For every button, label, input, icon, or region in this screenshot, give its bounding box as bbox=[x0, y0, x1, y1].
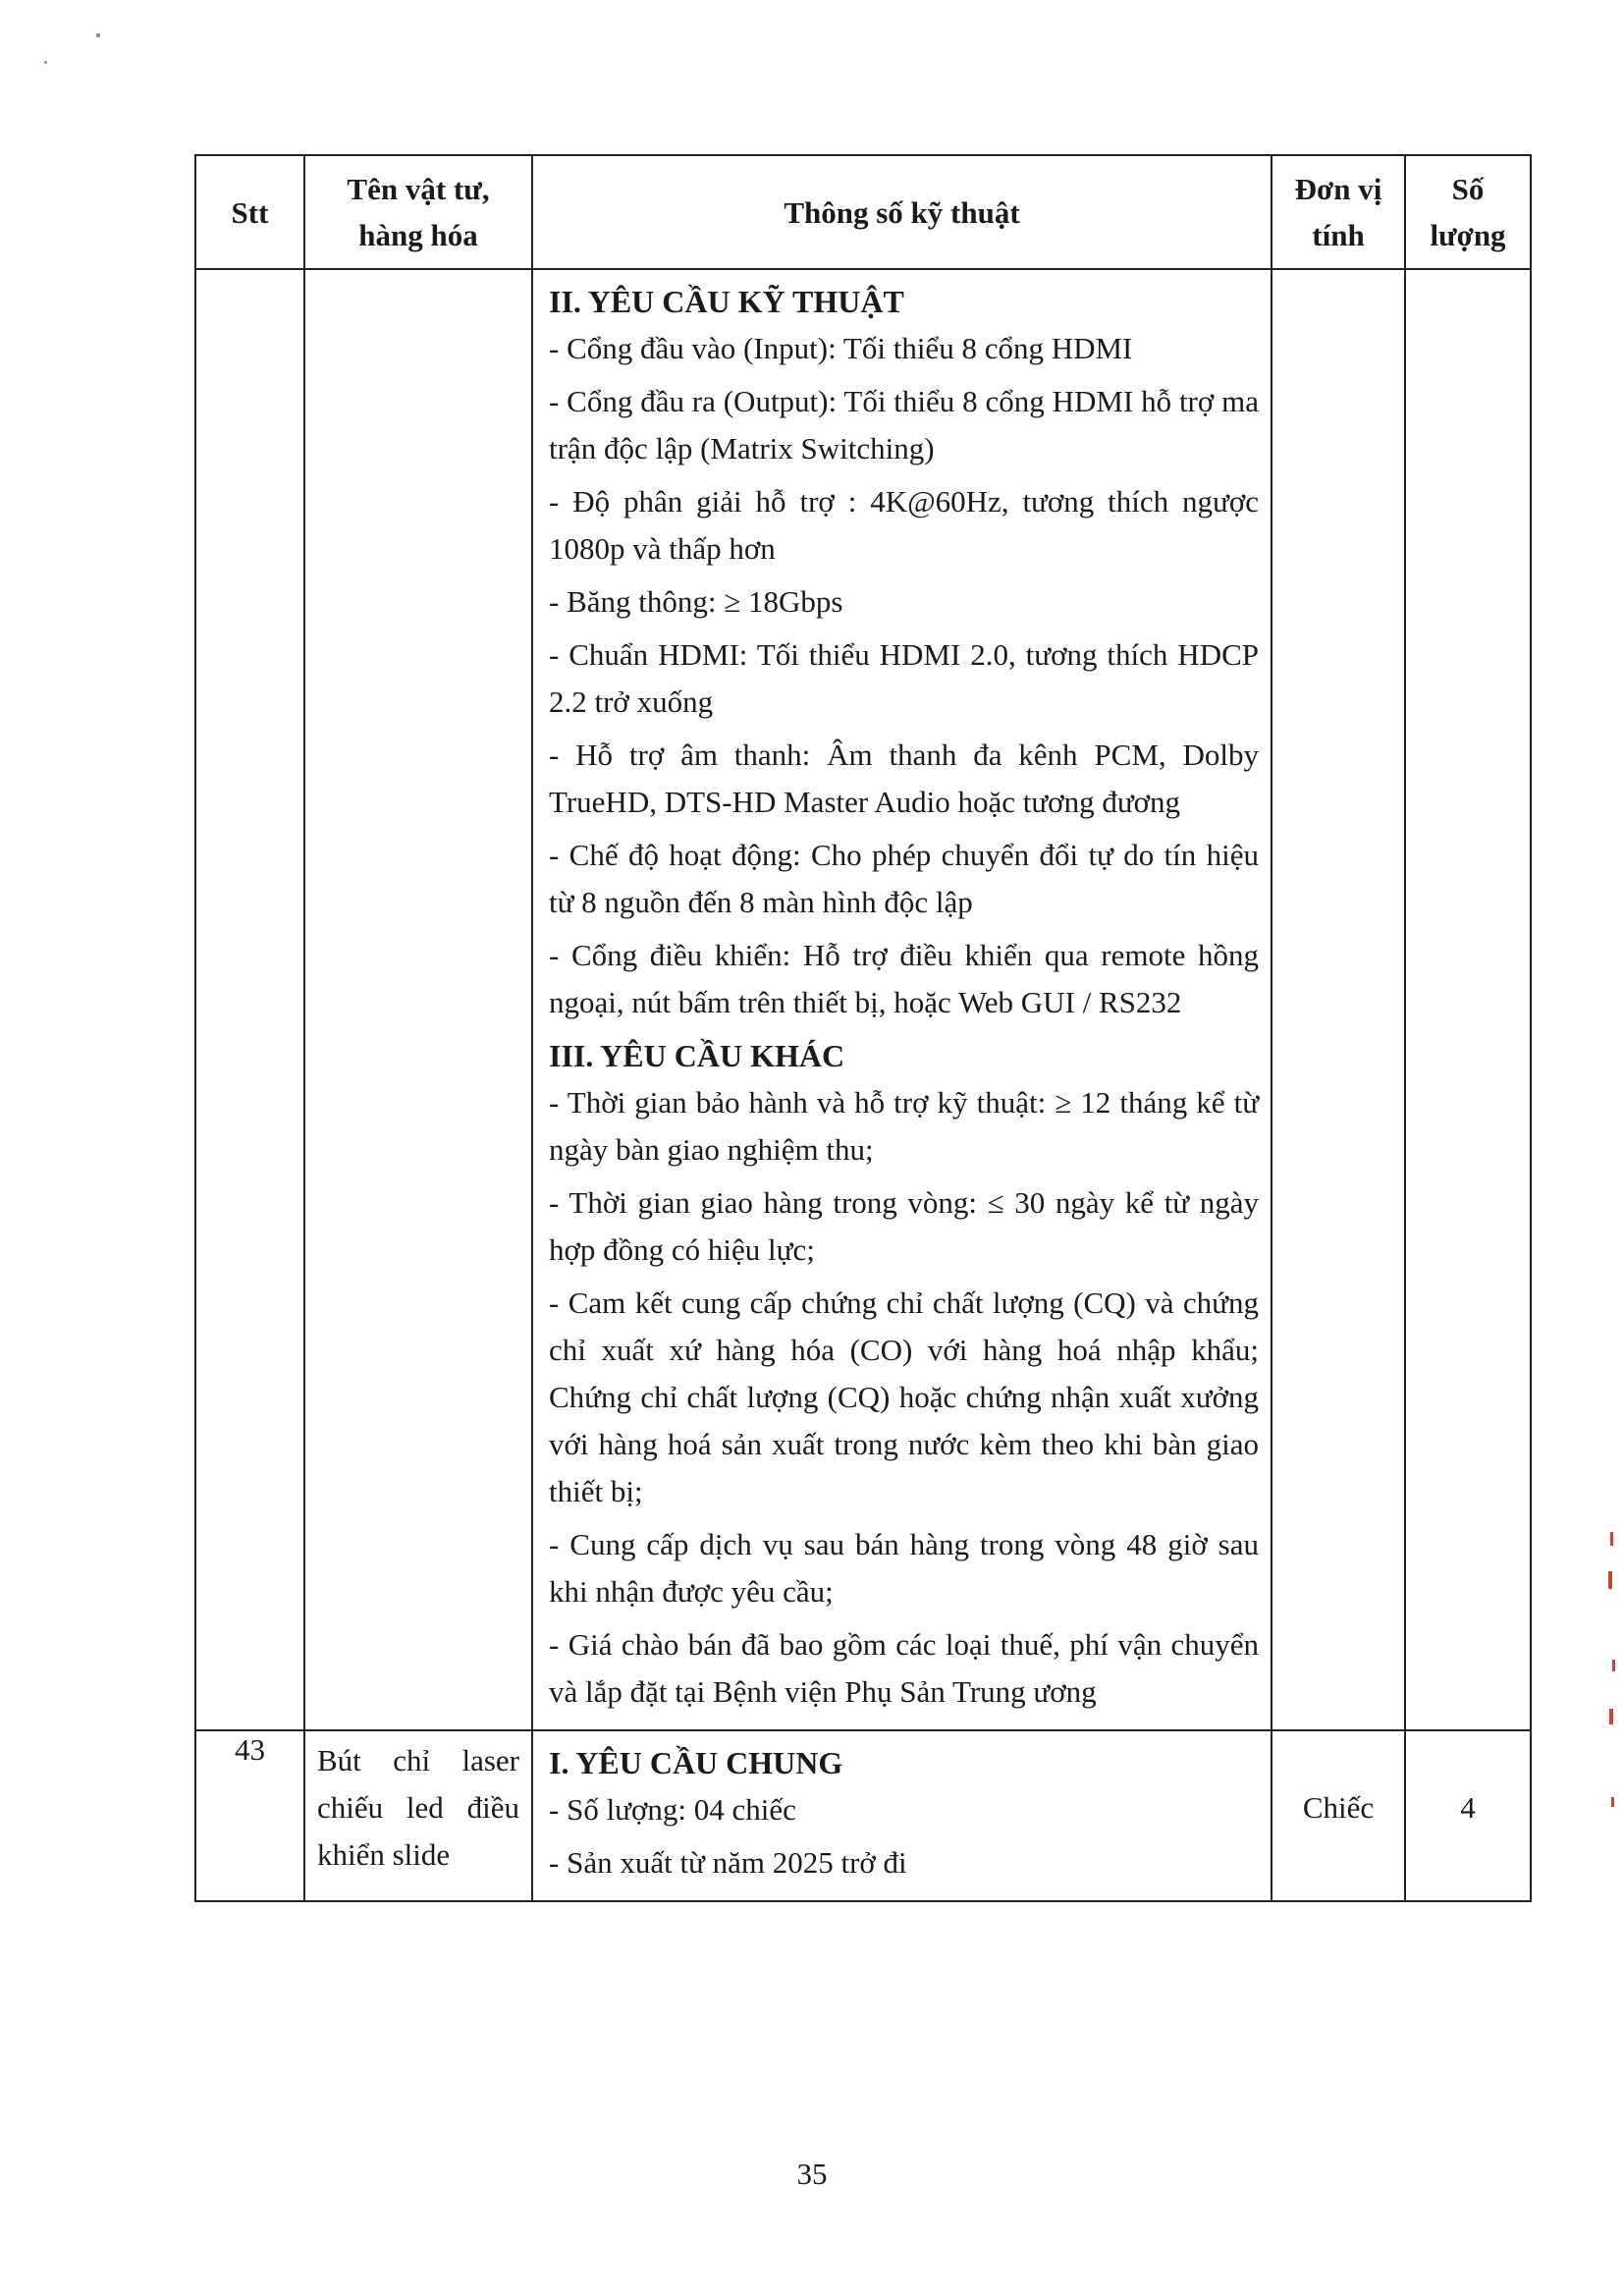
page-number: 35 bbox=[796, 2157, 828, 2191]
spec-item: - Độ phân giải hỗ trợ : 4K@60Hz, tương thích ngược 1080p và thấp hơn bbox=[549, 484, 1259, 566]
table-row-item-43 bbox=[195, 1730, 1531, 1901]
header-stt: Stt bbox=[195, 155, 304, 269]
scan-speck bbox=[44, 61, 47, 64]
spec-section-technical bbox=[549, 278, 1259, 1026]
section-title: II. YÊU CẦU KỸ THUẬT bbox=[549, 284, 904, 319]
spec-item: - Số lượng: 04 chiếc bbox=[549, 1792, 796, 1827]
header-specs: Thông số kỹ thuật bbox=[532, 155, 1272, 269]
scan-speck bbox=[96, 33, 100, 37]
spec-item: - Cổng điều khiển: Hỗ trợ điều khiển qua remote hồng ngoại, nút bấm trên thiết bị, hoặc Web GUI / RS232 bbox=[549, 938, 1259, 1019]
stamp-edge-mark bbox=[1608, 1571, 1612, 1589]
stamp-edge-mark bbox=[1612, 1660, 1615, 1671]
spec-item: - Thời gian bảo hành và hỗ trợ kỹ thuật: ≥ 12 tháng kể từ ngày bàn giao nghiệm thu; bbox=[549, 1085, 1259, 1167]
spec-item: - Băng thông: ≥ 18Gbps bbox=[549, 584, 843, 619]
spec-item: - Thời gian giao hàng trong vòng: ≤ 30 ngày kể từ ngày hợp đồng có hiệu lực; bbox=[549, 1185, 1259, 1267]
spec-item: - Chuẩn HDMI: Tối thiểu HDMI 2.0, tương thích HDCP 2.2 trở xuống bbox=[549, 637, 1259, 719]
spec-item: - Cung cấp dịch vụ sau bán hàng trong vòng 48 giờ sau khi nhận được yêu cầu; bbox=[549, 1527, 1259, 1609]
table-header-row bbox=[195, 155, 1531, 269]
stt-cell-empty bbox=[195, 269, 304, 1730]
spec-item: - Sản xuất từ năm 2025 trở đi bbox=[549, 1845, 907, 1880]
spec-item: - Chế độ hoạt động: Cho phép chuyển đổi tự do tín hiệu từ 8 nguồn đến 8 màn hình độc lập bbox=[549, 838, 1259, 919]
header-qty: Số lượng bbox=[1405, 155, 1531, 269]
stamp-edge-mark bbox=[1610, 1532, 1613, 1546]
stamp-edge-mark bbox=[1611, 1797, 1614, 1807]
specs-cell bbox=[532, 269, 1272, 1730]
unit-cell: Chiếc bbox=[1272, 1730, 1405, 1901]
item-name-cell: Bút chỉ laser chiếu led điều khiển slide bbox=[304, 1730, 532, 1901]
spec-item: - Cổng đầu ra (Output): Tối thiểu 8 cổng HDMI hỗ trợ ma trận độc lập (Matrix Switching) bbox=[549, 384, 1259, 465]
header-name: Tên vật tư, hàng hóa bbox=[304, 155, 532, 269]
stamp-edge-mark bbox=[1609, 1709, 1613, 1724]
section-title: III. YÊU CẦU KHÁC bbox=[549, 1038, 845, 1073]
specs-cell bbox=[532, 1730, 1272, 1901]
stt-cell: 43 bbox=[195, 1730, 304, 1901]
spec-section-other bbox=[549, 1032, 1259, 1716]
qty-cell-empty bbox=[1405, 269, 1531, 1730]
header-unit: Đơn vị tính bbox=[1272, 155, 1405, 269]
spec-item: - Cam kết cung cấp chứng chỉ chất lượng (CQ) và chứng chỉ xuất xứ hàng hóa (CO) với hàng hoá nhập khẩu; Chứng chỉ chất lượng (CQ) hoặc chứng nhận xuất xưởng với hàng hoá sản xuất trong nước kèm theo khi bàn giao thiết bị; bbox=[549, 1285, 1259, 1508]
qty-cell: 4 bbox=[1405, 1730, 1531, 1901]
spec-item: - Hỗ trợ âm thanh: Âm thanh đa kênh PCM, Dolby TrueHD, DTS-HD Master Audio hoặc tương đương bbox=[549, 738, 1259, 819]
spec-item: - Cổng đầu vào (Input): Tối thiểu 8 cổng HDMI bbox=[549, 331, 1133, 365]
unit-cell-empty bbox=[1272, 269, 1405, 1730]
section-title: I. YÊU CẦU CHUNG bbox=[549, 1745, 843, 1780]
name-cell-empty bbox=[304, 269, 532, 1730]
specification-table bbox=[194, 154, 1532, 1902]
table-row-continued bbox=[195, 269, 1531, 1730]
spec-item: - Giá chào bán đã bao gồm các loại thuế, phí vận chuyển và lắp đặt tại Bệnh viện Phụ Sản Trung ương bbox=[549, 1627, 1259, 1709]
